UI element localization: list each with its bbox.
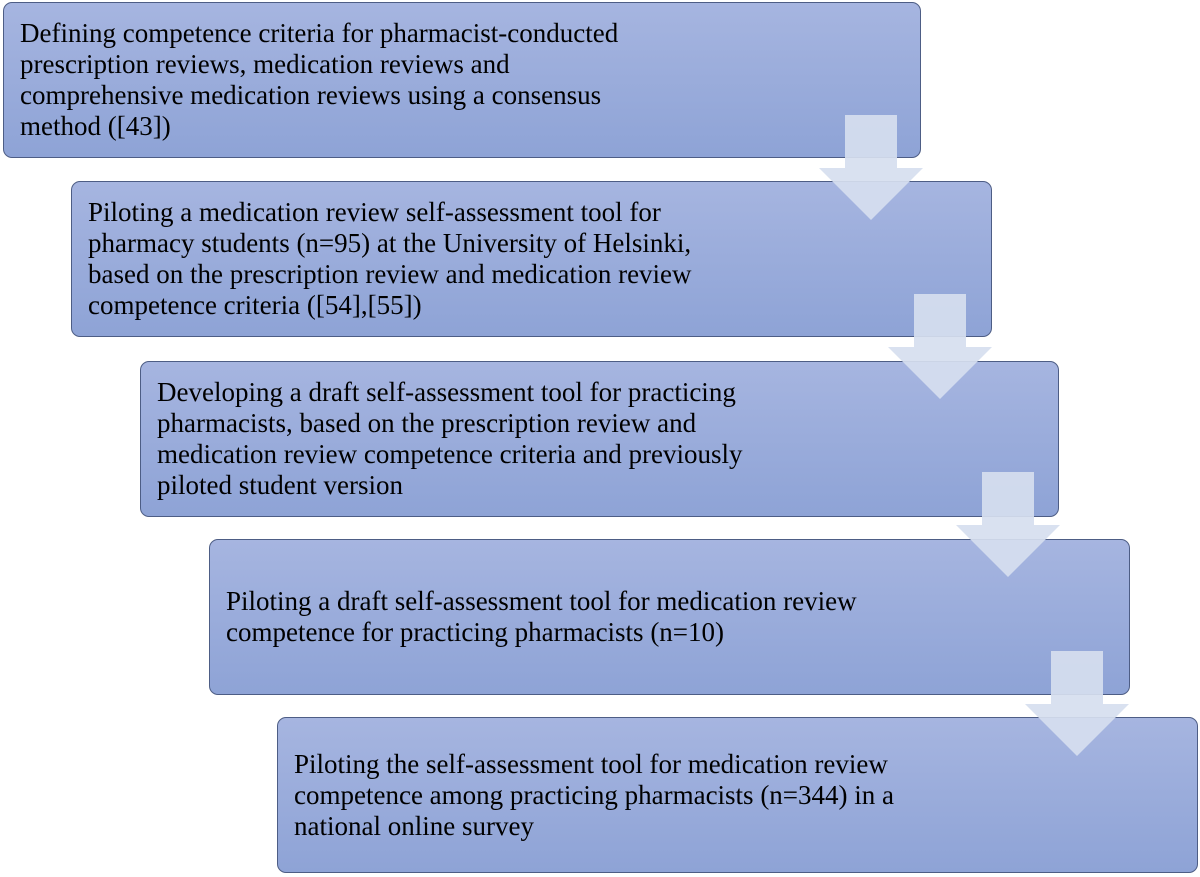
step-4-label: Piloting a draft self-assessment tool for medication review competence for practicing pharmacists (n=10) <box>226 586 857 647</box>
down-arrow-icon-2 <box>888 294 992 399</box>
step-1-box <box>3 2 921 158</box>
step-5-label: Piloting the self-assessment tool for medication review competence among practicing pharmacists (n=344) in a national online survey <box>294 748 895 841</box>
step-3-label: Developing a draft self-assessment tool for practicing pharmacists, based on the prescription review and medication review competence criteria and previously piloted student version <box>157 377 743 500</box>
step-1-label: Defining competence criteria for pharmacist-conducted prescription reviews, medication reviews and comprehensive medication reviews using a consensus method ([43]) <box>20 18 619 141</box>
down-arrow-icon-3 <box>956 472 1060 577</box>
down-arrow-icon-1 <box>819 115 923 220</box>
step-2-label: Piloting a medication review self-assessment tool for pharmacy students (n=95) at the University of Helsinki, based on the prescription review and medication review competence criteria ([54],[55]) <box>88 197 692 320</box>
down-arrow-icon-4 <box>1025 651 1129 756</box>
